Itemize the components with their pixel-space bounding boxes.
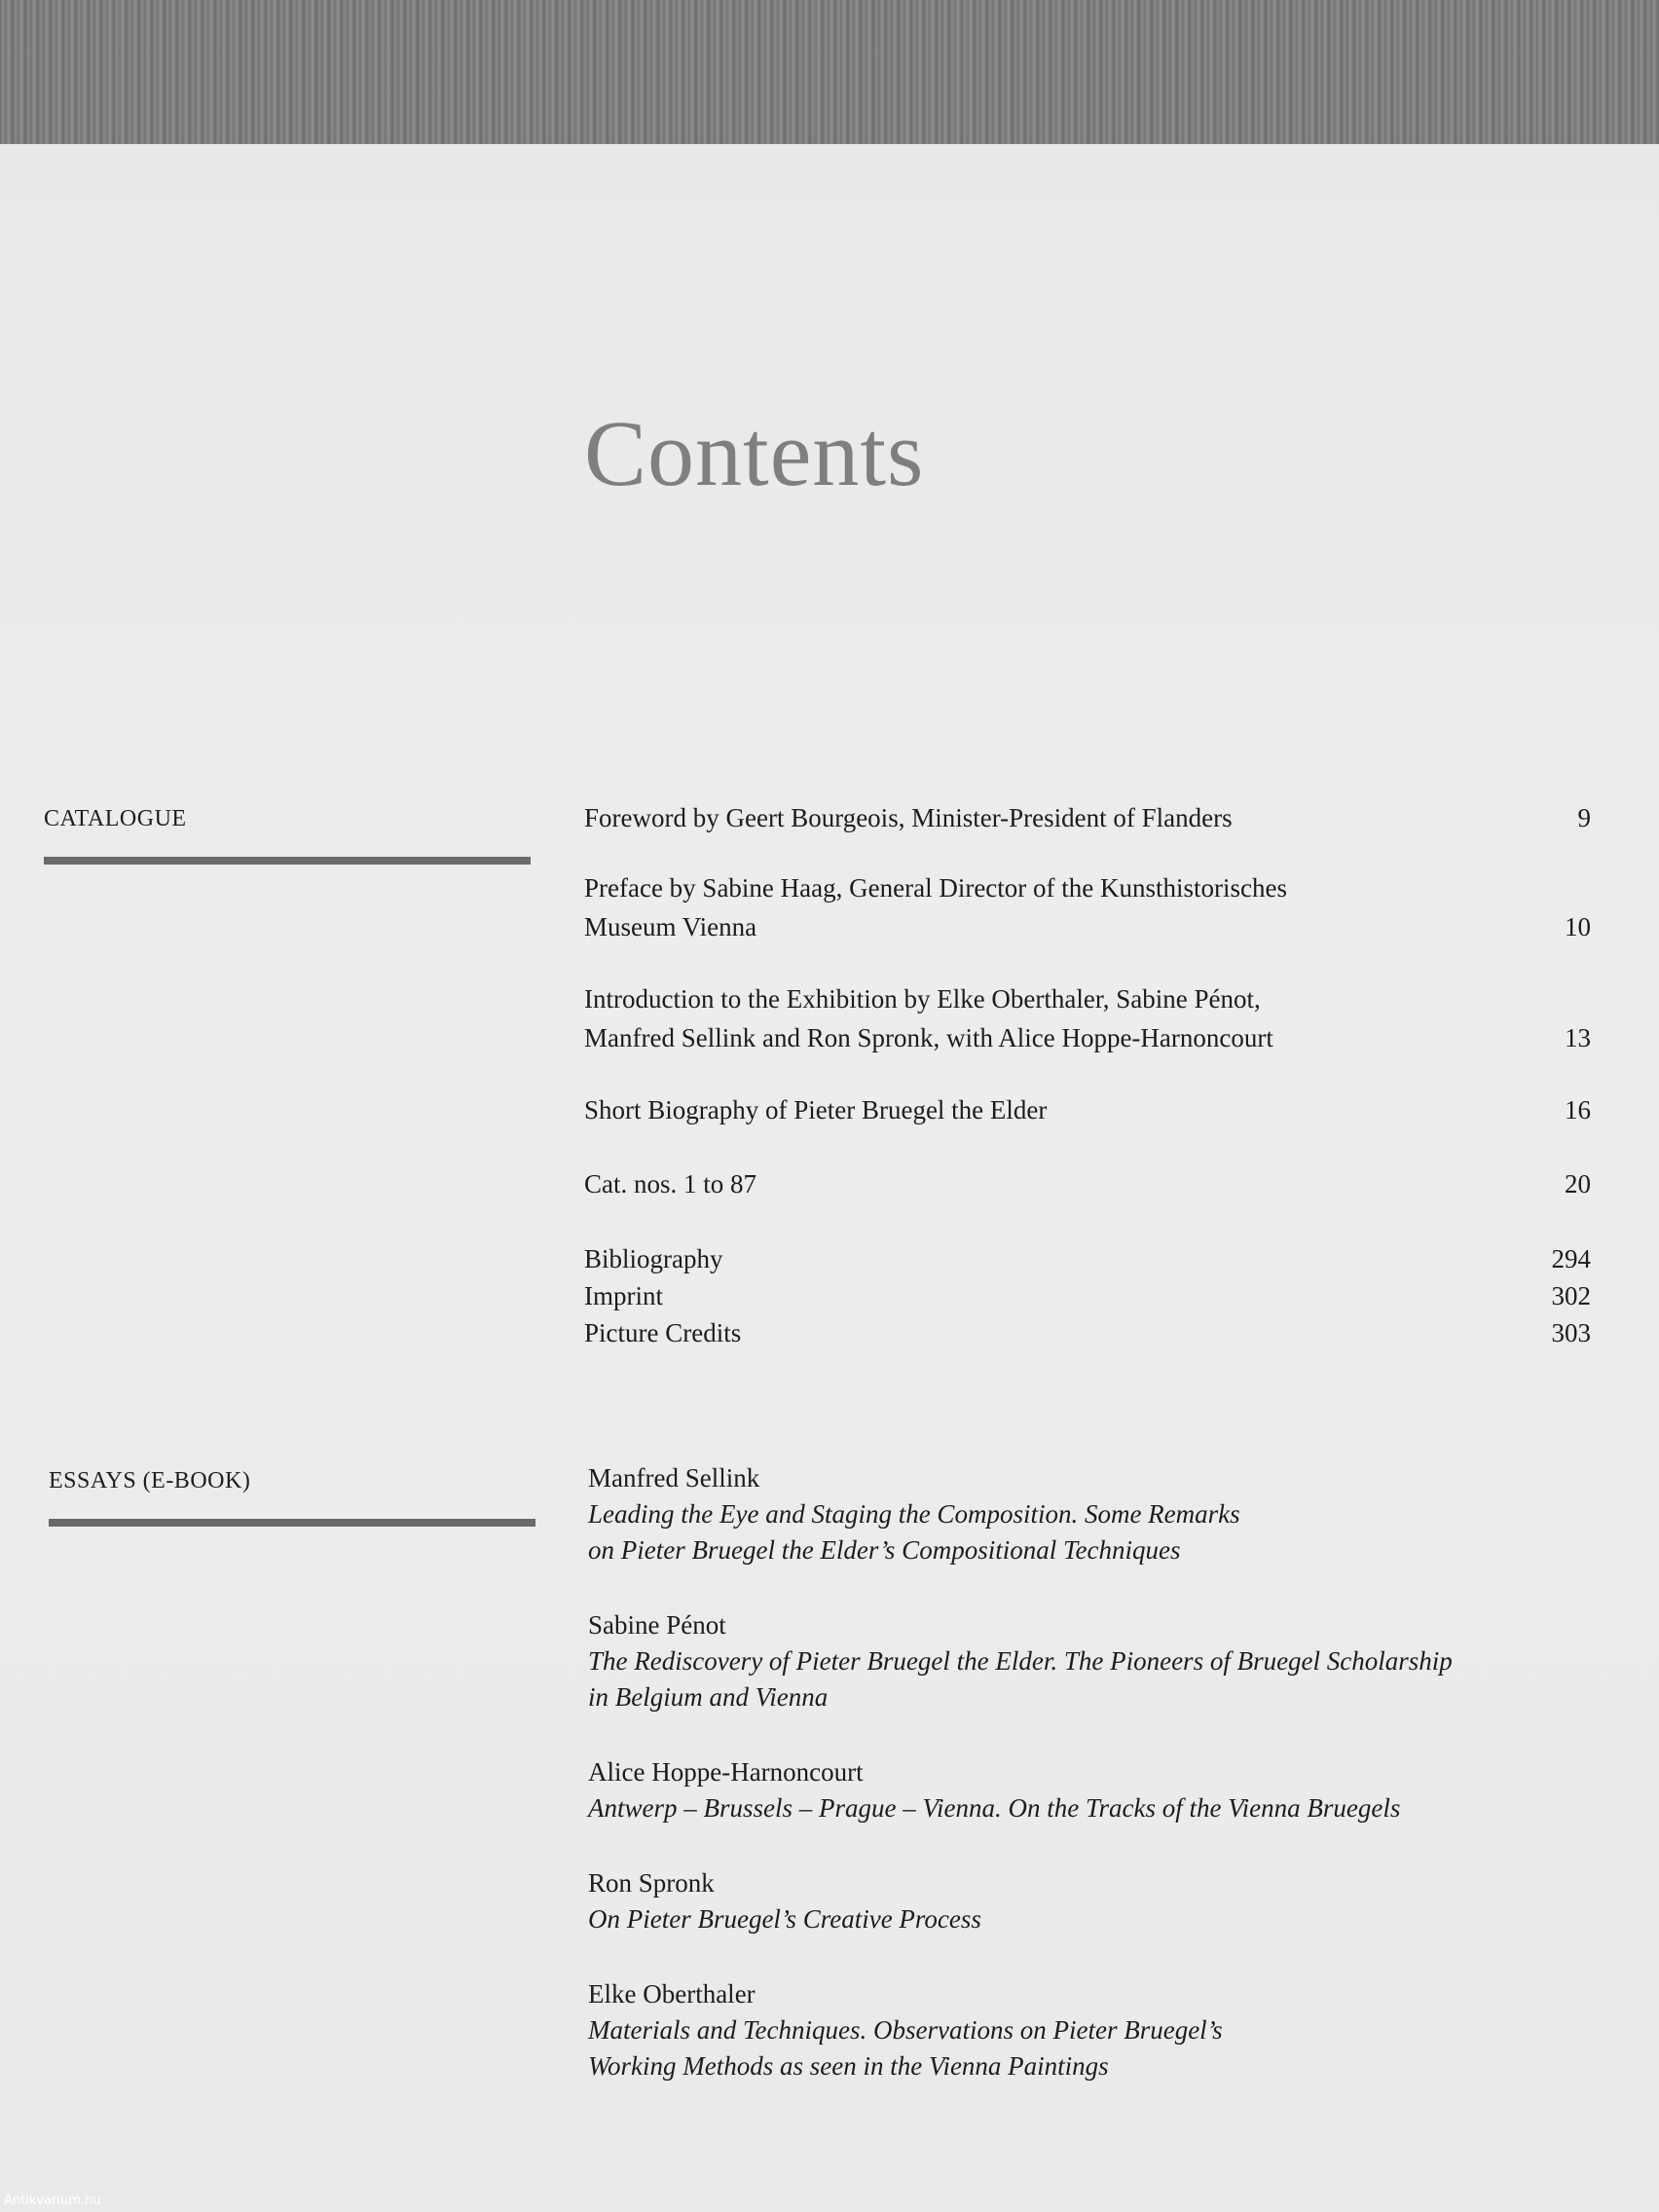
essay-entry-penot xyxy=(588,1607,1601,1715)
essay-entry-hoppe-harnoncourt xyxy=(588,1754,1601,1826)
toc-entry-text: Picture Credits xyxy=(584,1318,742,1347)
toc-page-number: 13 xyxy=(1565,1023,1591,1052)
toc-entry-text: Short Biography of Pieter Bruegel the Elder xyxy=(584,1095,1048,1124)
toc-entry-foreword xyxy=(584,798,1591,837)
essay-author: Ron Spronk xyxy=(588,1868,715,1898)
toc-page-number: 20 xyxy=(1565,1169,1591,1198)
toc-entry-catalogue-numbers xyxy=(584,1164,1591,1203)
toc-entry-imprint xyxy=(584,1276,1591,1315)
catalogue-rule xyxy=(44,857,531,865)
essay-entry-spronk xyxy=(588,1865,1601,1937)
essay-entry-sellink xyxy=(588,1460,1601,1568)
toc-page-number: 9 xyxy=(1577,803,1591,832)
essay-title: Antwerp – Brussels – Prague – Vienna. On the Tracks of the Vienna Bruegels xyxy=(588,1793,1401,1823)
essay-title: Materials and Techniques. Observations on Pieter Bruegel’s Working Methods as seen in the Vienna Paintings xyxy=(588,2015,1223,2081)
toc-entry-text: Introduction to the Exhibition by Elke Oberthaler, Sabine Pénot, Manfred Sellink and Ron Spronk, with Alice Hoppe-Harnoncourt xyxy=(584,984,1273,1052)
toc-entry-preface xyxy=(584,868,1591,946)
toc-entry-text: Cat. nos. 1 to 87 xyxy=(584,1169,757,1198)
toc-entry-picture-credits xyxy=(584,1313,1591,1352)
essay-author: Elke Oberthaler xyxy=(588,1979,756,2009)
toc-entry-text: Preface by Sabine Haag, General Director of the Kunsthistorisches Museum Vienna xyxy=(584,873,1287,941)
toc-entry-text: Imprint xyxy=(584,1281,663,1310)
essays-rule xyxy=(49,1519,535,1527)
essays-label: ESSAYS (E-BOOK) xyxy=(49,1468,251,1493)
toc-entry-biography xyxy=(584,1090,1591,1129)
essay-author: Alice Hoppe-Harnoncourt xyxy=(588,1757,864,1787)
toc-page-number: 294 xyxy=(1551,1244,1591,1273)
page-title: Contents xyxy=(584,401,925,505)
toc-entry-text: Bibliography xyxy=(584,1244,723,1273)
essay-author: Sabine Pénot xyxy=(588,1610,726,1640)
essay-author: Manfred Sellink xyxy=(588,1463,760,1493)
essay-title: Leading the Eye and Staging the Composition. Some Remarks on Pieter Bruegel the Elder’s Compositional Techniques xyxy=(588,1499,1240,1565)
watermark: Antikvarium.hu xyxy=(4,2194,101,2208)
toc-entry-bibliography xyxy=(584,1239,1591,1278)
catalogue-label: CATALOGUE xyxy=(44,806,187,831)
book-page xyxy=(0,144,1659,2212)
toc-page-number: 16 xyxy=(1565,1095,1591,1124)
toc-entry-introduction xyxy=(584,979,1591,1057)
essay-entry-oberthaler xyxy=(588,1976,1601,2084)
desk-background xyxy=(0,0,1659,156)
toc-page-number: 10 xyxy=(1565,912,1591,941)
toc-entry-text: Foreword by Geert Bourgeois, Minister-President of Flanders xyxy=(584,803,1233,832)
toc-page-number: 302 xyxy=(1551,1281,1591,1310)
essay-title: The Rediscovery of Pieter Bruegel the Elder. The Pioneers of Bruegel Scholarship in Belgium and Vienna xyxy=(588,1646,1453,1712)
essay-title: On Pieter Bruegel’s Creative Process xyxy=(588,1904,981,1934)
toc-page-number: 303 xyxy=(1551,1318,1591,1347)
